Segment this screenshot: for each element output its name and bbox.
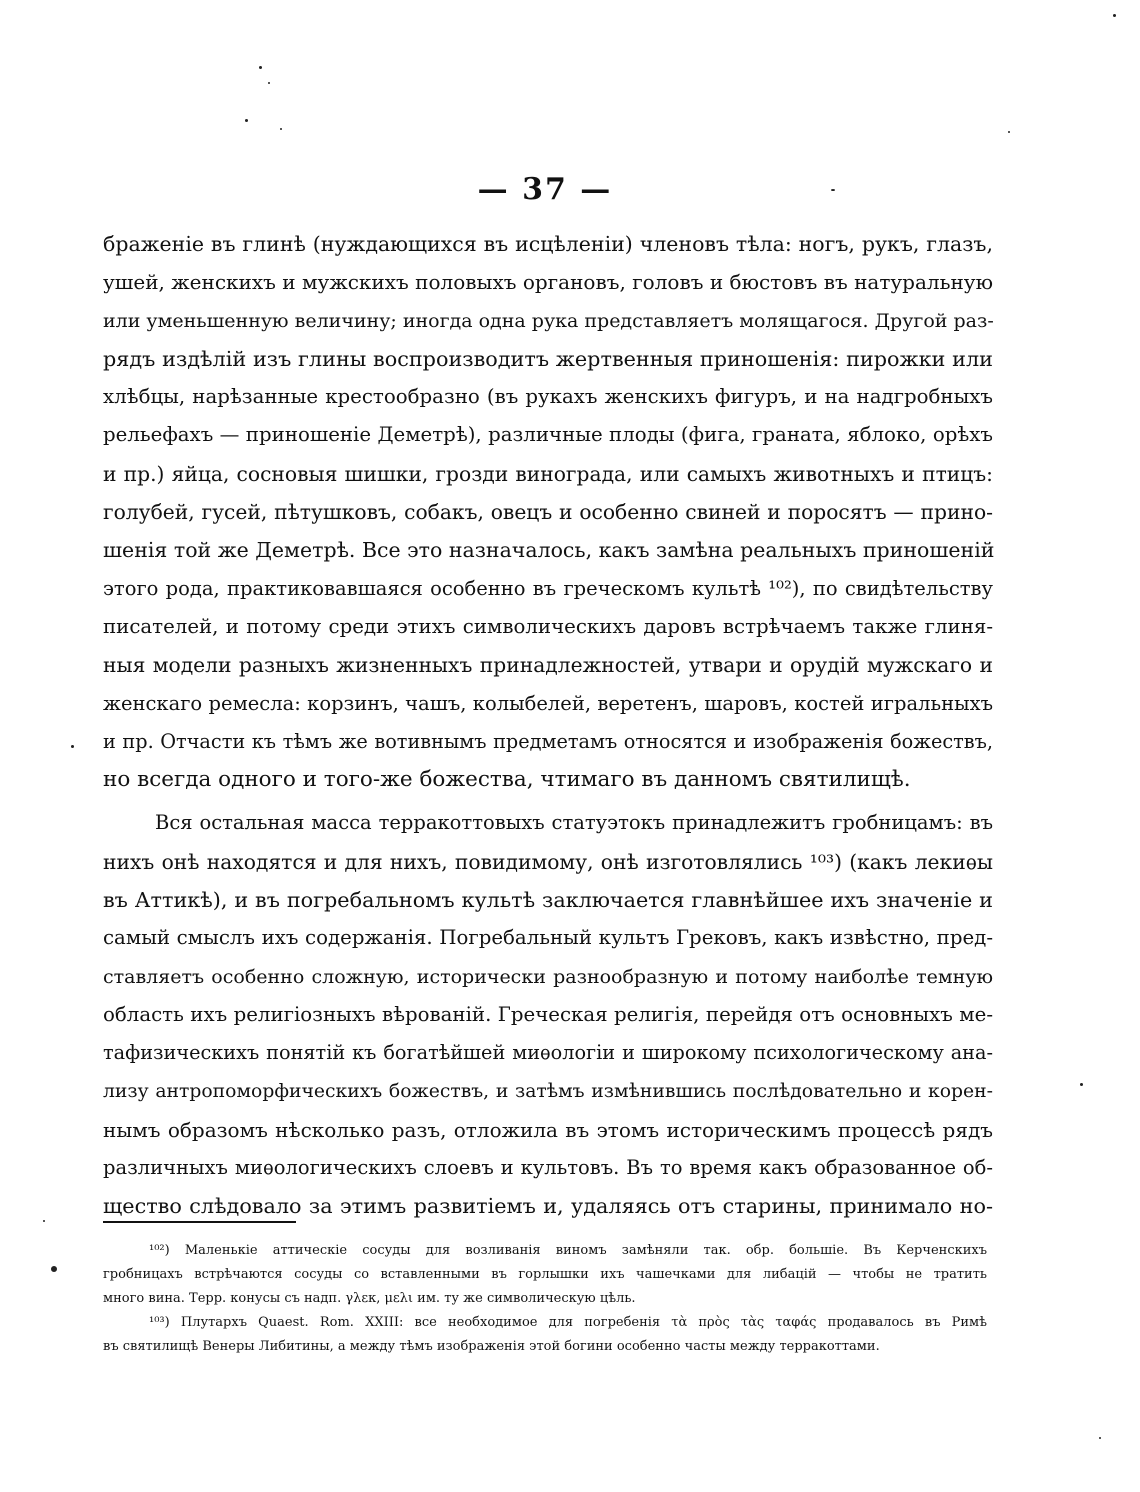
main-text: [103, 225, 993, 1226]
footnote-line: гробницахъ встрѣчаются сосуды со вставленными въ горлышки ихъ чашечками для либацій — чтобы не тратить: [103, 1267, 987, 1282]
text-line: щество слѣдовало за этимъ развитіемъ и, удаляясь отъ старины, принимало но-: [103, 1194, 993, 1219]
text-line: шенія той же Деметрѣ. Все это назначалось, какъ замѣна реальныхъ приношеній: [103, 538, 995, 563]
scan-speck: [259, 66, 262, 69]
text-line: и пр.) яйца, сосновыя шишки, грозди винограда, или самыхъ животныхъ и птицъ:: [103, 461, 993, 486]
scan-speck: [51, 1266, 57, 1272]
text-line: браженіе въ глинѣ (нуждающихся въ исцѣленіи) членовъ тѣла: ногъ, рукъ, глазъ,: [103, 232, 993, 256]
text-line: самый смыслъ ихъ содержанія. Погребальный культъ Грековъ, какъ извѣстно, пред-: [103, 926, 993, 950]
text-line: въ Аттикѣ), и въ погребальномъ культѣ заключается главнѣйшее ихъ значеніе и: [103, 888, 993, 913]
scan-speck: [1099, 1437, 1101, 1439]
text-line: ставляетъ особенно сложную, исторически разнообразную и потому наиболѣе темную: [103, 965, 993, 988]
text-line: или уменьшенную величину; иногда одна рука представляетъ молящагося. Другой раз-: [103, 309, 994, 332]
scan-speck: [245, 119, 248, 122]
scan-speck: [1080, 1083, 1083, 1086]
text-line: этого рода, практиковавшаяся особенно въ греческомъ культѣ ¹⁰²), по свидѣтельству: [103, 576, 993, 600]
text-line: женскаго ремесла: корзинъ, чашъ, колыбелей, веретенъ, шаровъ, костей игральныхъ: [103, 691, 993, 715]
text-line: ушей, женскихъ и мужскихъ половыхъ органовъ, головъ и бюстовъ въ натуральную: [103, 270, 993, 295]
text-line: писателей, и потому среди этихъ символическихъ даровъ встрѣчаемъ также глиня-: [103, 614, 993, 638]
text-line: нымъ образомъ нѣсколько разъ, отложила въ этомъ историческимъ процессѣ рядъ: [103, 1117, 993, 1142]
text-line: ныя модели разныхъ жизненныхъ принадлежностей, утвари и орудій мужскаго и: [103, 653, 993, 678]
scan-speck: [43, 1220, 45, 1222]
text-line: и пр. Отчасти къ тѣмъ же вотивнымъ предметамъ относятся и изображенія божествъ,: [103, 729, 993, 753]
text-line: рядъ издѣлій изъ глины воспроизводитъ жертвенныя приношенія: пирожки или: [103, 346, 993, 371]
text-line: область ихъ религіозныхъ вѣрованій. Греческая религія, перейдя отъ основныхъ ме-: [103, 1002, 993, 1026]
scan-speck: [831, 189, 835, 191]
text-line: рельефахъ — приношеніе Деметрѣ), различные плоды (фига, граната, яблоко, орѣхъ: [103, 423, 993, 447]
text-line: тафизическихъ понятій къ богатѣйшей миѳологіи и широкому психологическому ана-: [103, 1041, 993, 1065]
scan-speck: [1008, 131, 1010, 133]
scan-speck: [1113, 14, 1116, 17]
footnote-line: ¹⁰²) Маленькіе аттическіе сосуды для возливанія виномъ замѣняли так. обр. большіе. Въ Керченскихъ: [149, 1243, 987, 1258]
text-line: но всегда одного и того-же божества, чтимаго въ данномъ святилищѣ.: [103, 767, 911, 793]
footnote-separator: [103, 1221, 296, 1223]
text-line: нихъ онѣ находятся и для нихъ, повидимому, онѣ изготовлялись ¹⁰³) (какъ лекиѳы: [103, 849, 993, 874]
scan-speck: [71, 745, 74, 748]
scan-speck: [280, 128, 282, 130]
footnotes: [103, 1239, 987, 1359]
text-line: голубей, гусей, пѣтушковъ, собакъ, овецъ и особенно свиней и поросятъ — прино-: [103, 500, 993, 525]
text-line: хлѣбцы, нарѣзанные крестообразно (въ рукахъ женскихъ фигуръ, и на надгробныхъ: [103, 385, 993, 409]
text-line: Вся остальная масса терракоттовыхъ статуэтокъ принадлежитъ гробницамъ: въ: [155, 811, 993, 835]
footnote-line: ¹⁰³) Плутархъ Quaest. Rom. XXIII: все необходимое для погребенія τὰ πρὸς τὰς ταφάς продавалось въ Римѣ: [149, 1315, 987, 1330]
footnote-line: много вина. Терр. конусы съ надп. γλεκ, μελι им. ту же символическую цѣль.: [103, 1291, 636, 1306]
text-line: лизу антропоморфическихъ божествъ, и затѣмъ измѣнившись послѣдовательно и корен-: [103, 1080, 993, 1102]
scan-speck: [268, 82, 270, 84]
text-line: различныхъ миѳологическихъ слоевъ и культовъ. Въ то время какъ образованное об-: [103, 1156, 993, 1180]
footnote-line: въ святилищѣ Венеры Либитины, а между тѣмъ изображенія этой богини особенно часты между терракоттами.: [103, 1339, 880, 1354]
page-number: — 37 —: [477, 172, 613, 207]
